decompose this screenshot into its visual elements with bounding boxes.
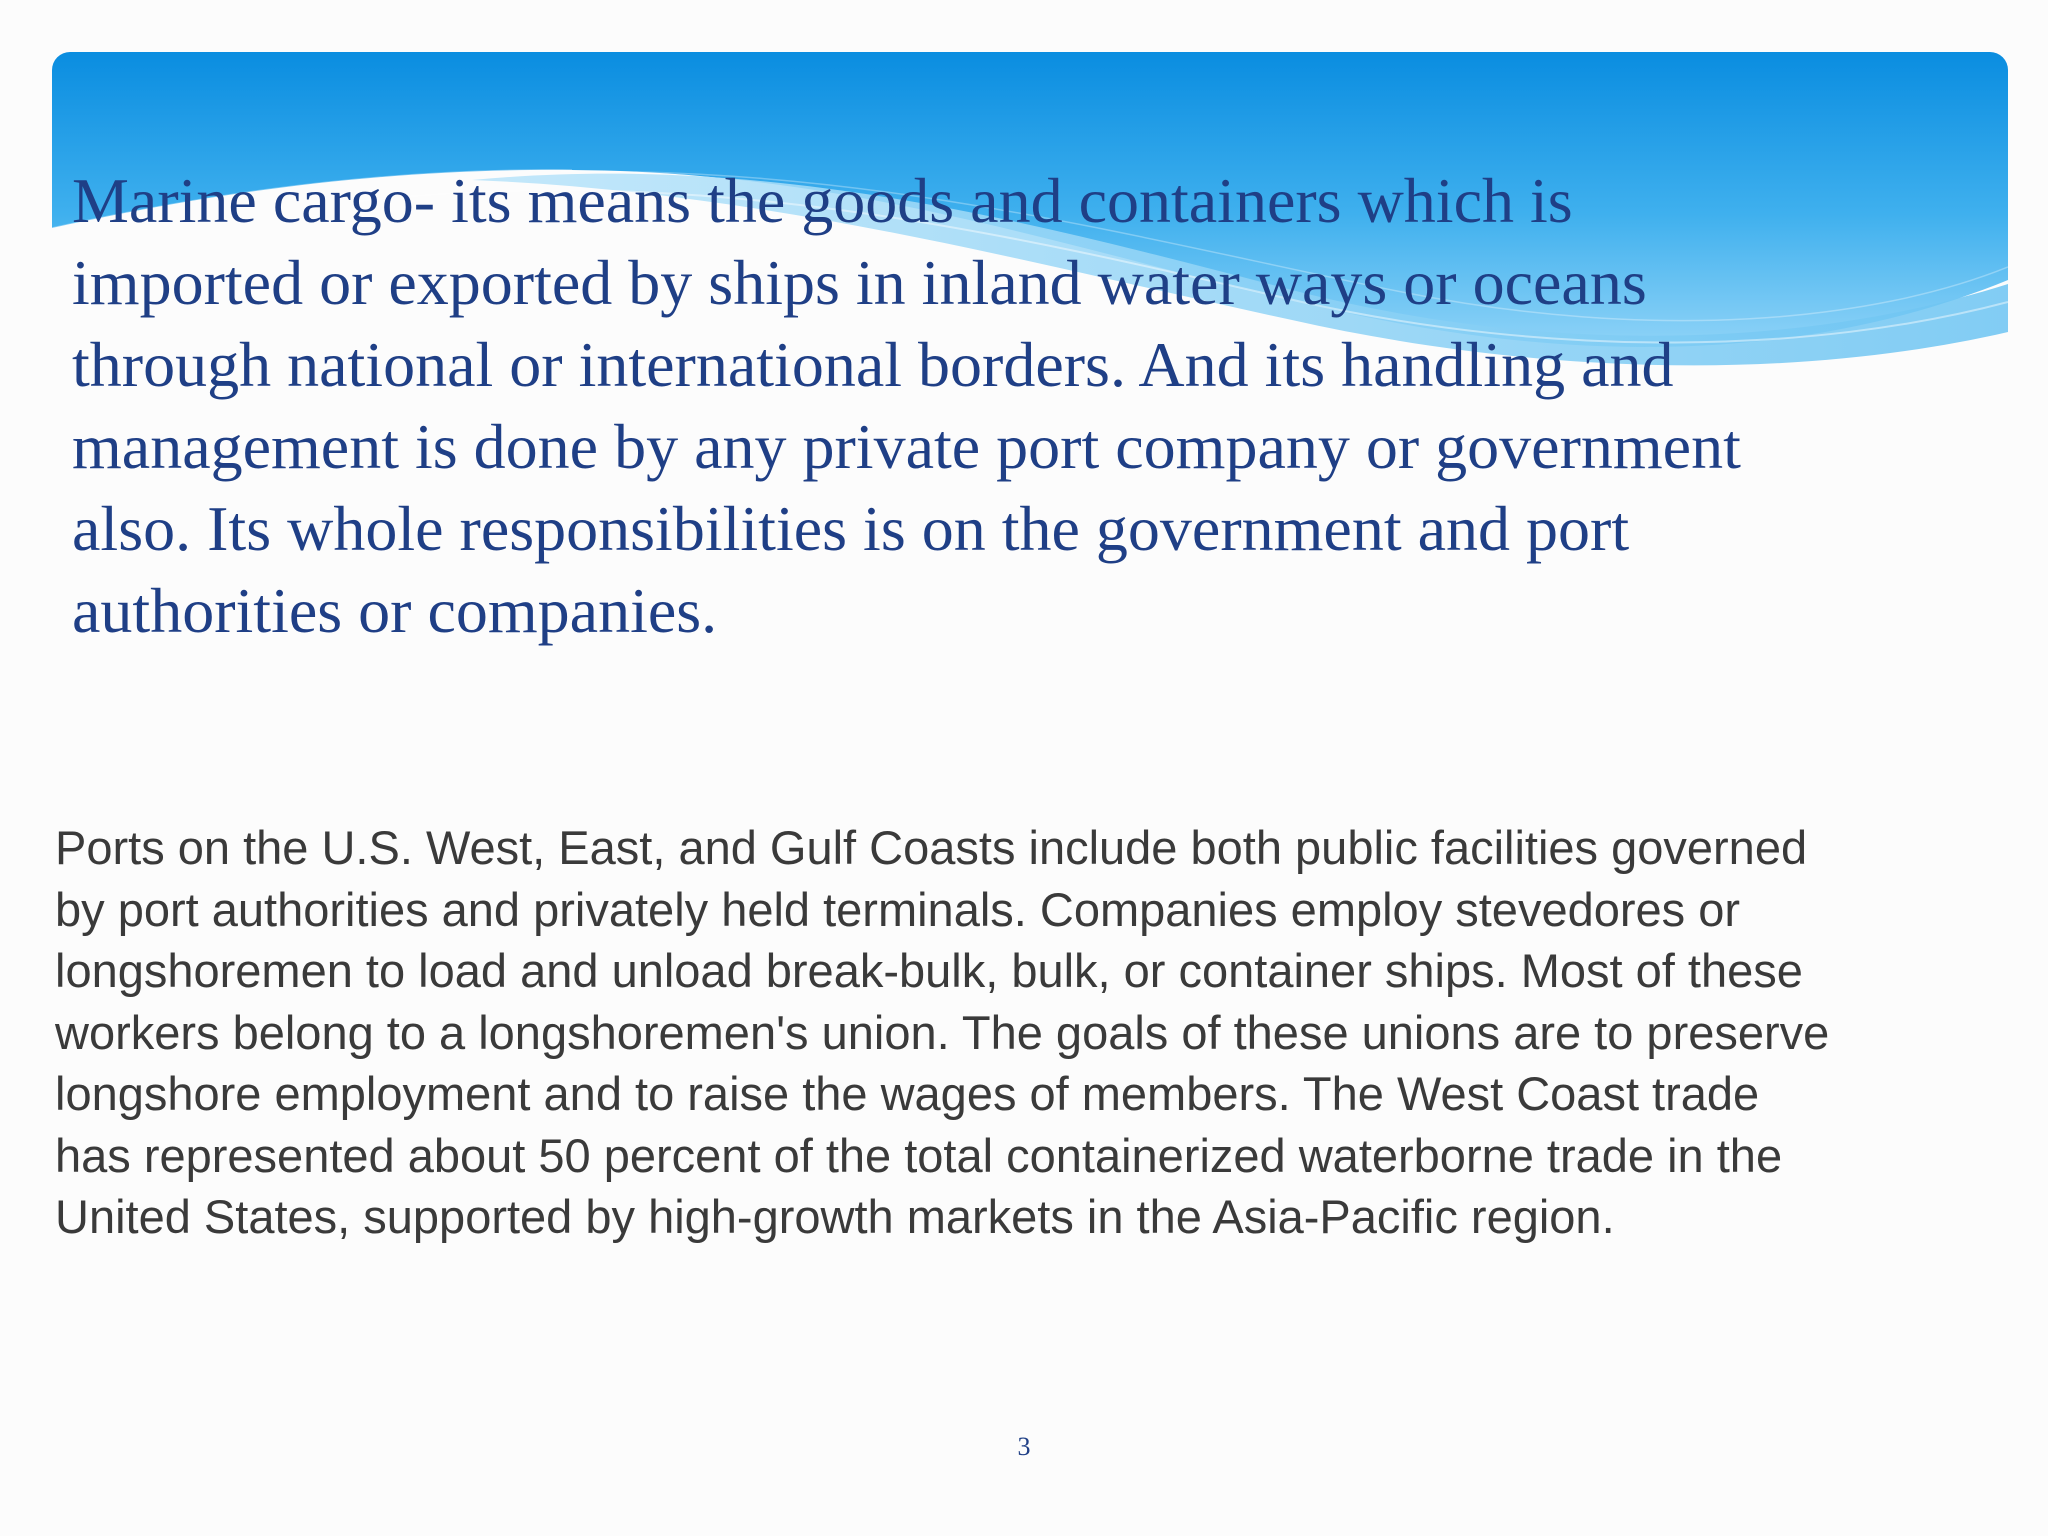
slide-title: Marine cargo- its means the goods and containers which is imported or exported by ships in inland water ways or oceans through national or international borders. And its handling and management is done by any private port company or government also. Its whole responsibilities is on the government and port authorities or companies. [72,165,1741,646]
slide-body-text: Ports on the U.S. West, East, and Gulf Coasts include both public facilities governed by port authorities and privately held terminals. Companies employ stevedores or longshoremen to load and unload break-bulk, bulk, or container ships. Most of these workers belong to a longshoremen's union. The goals of these unions are to preserve longshore employment and to raise the wages of members. The West Coast trade has represented about 50 percent of the total containerized waterborne trade in the United States, supported by high-growth markets in the Asia-Pacific region. [55,821,1830,1243]
page-number: 3 [1017,1432,1031,1461]
